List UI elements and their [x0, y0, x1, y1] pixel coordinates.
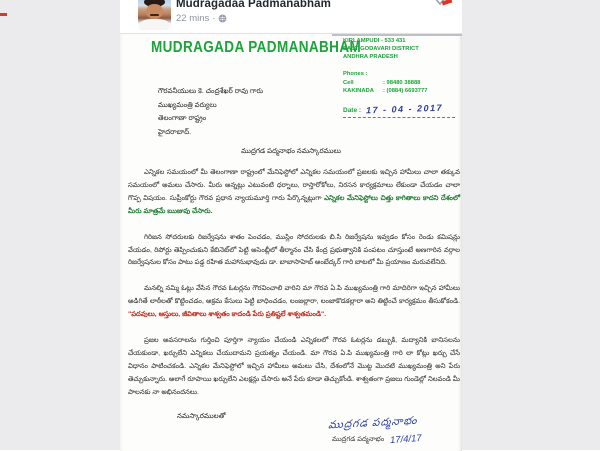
letterhead-phones — [343, 70, 427, 96]
signature-date: 17/4/17 — [389, 432, 423, 447]
phone-label: KAKINADA — [343, 88, 374, 94]
paragraph-text: మనల్ని నమ్మి ఓట్లు వేసిన గౌరవ ఓటర్లను గౌరవించాలి వారిని మా గౌరవ ఏ.పి ముఖ్యమంత్రి గారి మాదిరిగా ఇచ్చిన హామీలు అడిగితే లాఠీలతో కొట్టించడం, అక్రమ కేసులు పెట్టి బాధించడం, లంజల్లారా, లంజాకొడకల్లారా అని తిట్టించే కార్యక్రమం తీసుకోకండి. — [128, 285, 460, 306]
paragraph-text: ఎన్నికల సమయంలో మీ తెలంగాణా రాష్ట్రంలో మేనిఫెస్టోలో ఎన్నికల సమయంలో ప్రజలకు ఇచ్చిన హామీలు చాలా తక్కువ సమయంలో అమలు చేసారు. మీరు అన్నట్లు ఎటువంటి ధర్నాలు, రాస్తారోకోలు, నిరసన కార్యక్రమాలు లేకుండా చేయడం చాలా గొప్ప విషయం. సుప్రీంకోర్టు గౌరవ ప్రధాన న్యాయమూర్తి గారు పేర్కొన్నట్లుగా — [128, 169, 460, 202]
avatar-shirt — [140, 19, 169, 30]
letterhead-address — [343, 37, 458, 61]
paragraph-text: ప్రజల అవసరాలను గుర్తించి పూర్తిగా న్యాయం చేయండి ఎన్నికలలో గౌరవ ఓటర్లను డబ్బుకి, మద్యానికి బానిసలను చేయకుండా, ఖర్చులేని ఎన్నికలు చేయుదామని ప్రయత్నం చేయండి. మా గౌరవ ఏ.పి ముఖ్యమంత్రి గారి లా కోట్లు ఖర్చు చేసే విధానం పాటించకండి. ఎన్నికల మేనిఫెస్టోలో ఇచ్చిన హామీలు అమలు చేసి, దేశంలోనే మొట్ట మొదటి ముఖ్యమంత్రి అని పేరు తెచ్చుకున్నారు. అలాగే రూపాయి ఖర్చులేని ఎలక్షన్లు చేసారు అనే పేరు కూడా తెచ్చుకోండి. శాశ్వతంగా ప్రజలు గుండెల్లో నిలవండి మీ పాలనకు నా అభినందనలు. — [128, 337, 460, 396]
handwritten-date: 17 - 04 - 2017 — [365, 102, 444, 116]
address-line: EAST GODAVARI DISTRICT — [343, 46, 419, 52]
paragraph — [128, 232, 460, 271]
addressee-line: ముఖ్యమంత్రి వర్యులు — [158, 101, 217, 109]
paragraph-text: గిరిజన సోదరులకు రిజర్వేషను శాతం పెంచడం, ముస్లిం సోదరులకు బి.సి రిజర్వేషను ఇవ్వడం కోసం రెండు కమిషన్లు వేయడం, రిపోర్టు తెప్పించుకుని కేబినెట్‌లో పెట్టి అసెంబ్లీలో తీర్మానం చేసి కేంద్ర ప్రభుత్వానికి పంపటం చూస్తుంటే అణగారిన వర్గాల రిజర్వేషనుల కోసం పాటు పడ్డ రహిత మహానుభావుడు డా. బాబాసాహెబ్ అంబేద్కర్ గారి బాటలో మీ ప్రయాణం మరువలేనిది. — [128, 233, 460, 267]
phones-label: Phones : — [343, 71, 368, 77]
addressee-line: హైదరాబాద్. — [158, 128, 192, 136]
globe-privacy-icon — [218, 14, 227, 23]
avatar-mustache — [150, 14, 159, 16]
signature-printed-row — [332, 434, 422, 445]
paragraph — [128, 283, 460, 322]
addressee-line: గౌరవనీయులు కె. చంద్రశేఖర్ రావు గారు — [158, 88, 264, 95]
post-header — [120, 0, 462, 33]
post-meta — [176, 13, 227, 24]
red-edge-mark — [0, 13, 7, 16]
red-highlight-text: "పదవులు, ఆస్తులు, జీవితాలు శాశ్వతం కాదండి పేరు ప్రతిష్టలే శాశ్వతమండి". — [128, 311, 327, 319]
post-container — [120, 0, 462, 450]
date-row — [343, 104, 455, 118]
date-label: Date : — [343, 107, 362, 114]
post-author-name[interactable]: Mudragadaa Padmanabham — [176, 0, 331, 10]
letter-salutation: ముద్రగడ పద్మనాభం నమస్కారములు — [241, 148, 341, 155]
letter-body — [128, 167, 460, 413]
paragraph — [128, 167, 460, 219]
profile-photo[interactable] — [138, 0, 171, 30]
phone-row — [343, 87, 427, 96]
phone-row — [343, 79, 427, 88]
handwritten-signature: ముద్రగడ పద్మనాభం — [327, 414, 418, 432]
phone-label: Cell — [343, 79, 354, 86]
post-timestamp[interactable]: 22 mins — [176, 13, 210, 24]
letter-photo — [120, 33, 462, 451]
paragraph — [128, 335, 460, 400]
addressee-line: తెలంగాణా రాష్ట్రం — [158, 115, 207, 122]
phone-value: : (0884) 6693777 — [383, 88, 428, 94]
address-line: ANDHRA PRADESH — [343, 54, 398, 60]
letter-closing: నమస్కారములతో — [177, 413, 226, 420]
addressee-block — [158, 85, 263, 139]
letterhead-name: MUDRAGADA PADMANABHAM — [151, 38, 362, 56]
avatar-face — [146, 4, 163, 19]
address-line: KIRLAMPUDI - 533 431 — [343, 38, 406, 44]
photo-top-edge — [332, 34, 462, 36]
phone-value: : 98480 38888 — [383, 79, 421, 86]
meta-separator: · — [212, 13, 216, 24]
signature-printed-name: ముద్రగడ పద్మనాభం — [332, 436, 385, 443]
green-highlight-text: ఎన్నికల మేనిఫెస్టోలు చిత్తు కాగితాలు కాదని దేశంలో మీరు మాత్రమే ఋజువు చేసారు. — [128, 194, 460, 215]
